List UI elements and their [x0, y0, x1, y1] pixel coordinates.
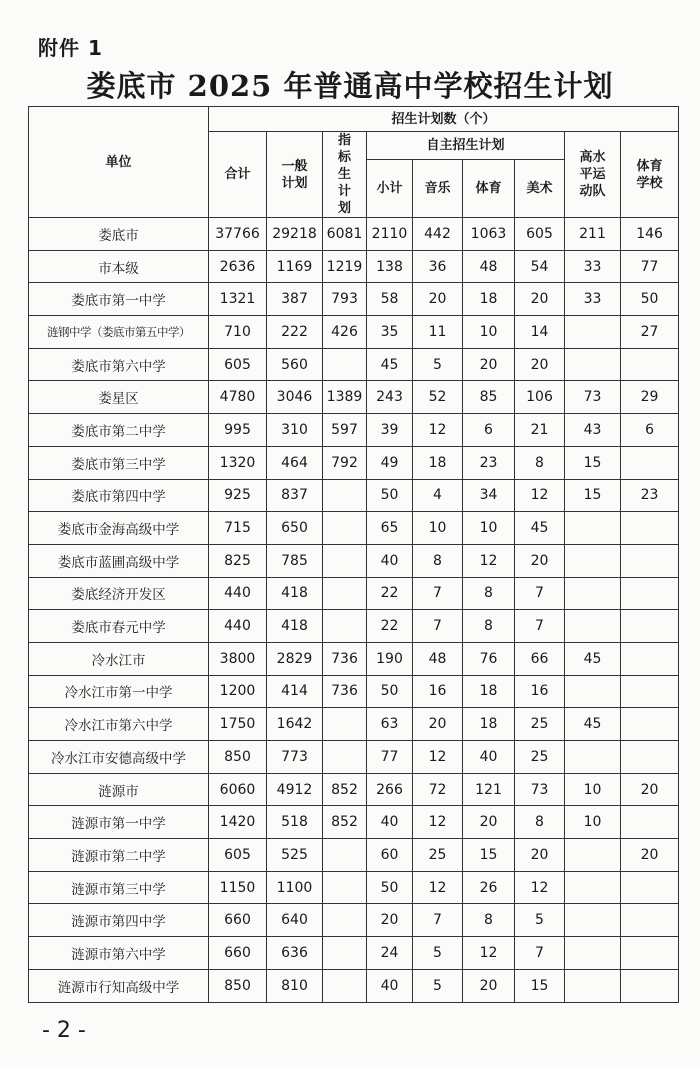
unit-name-cell: 冷水江市安德高级中学 — [29, 741, 209, 774]
cell-sports: 40 — [463, 741, 515, 774]
cell-general: 560 — [267, 348, 323, 381]
unit-name-cell: 娄底市春元中学 — [29, 610, 209, 643]
cell-art: 73 — [515, 773, 565, 806]
cell-school: 23 — [621, 479, 679, 512]
cell-quota: 736 — [323, 642, 367, 675]
cell-total: 995 — [209, 414, 267, 447]
cell-art: 54 — [515, 250, 565, 283]
cell-subtotal: 22 — [367, 610, 413, 643]
unit-name-cell: 涟源市第三中学 — [29, 871, 209, 904]
cell-sports: 18 — [463, 675, 515, 708]
cell-subtotal: 58 — [367, 283, 413, 316]
cell-music: 8 — [413, 544, 463, 577]
cell-total: 850 — [209, 741, 267, 774]
header-independent: 自主招生计划 — [367, 132, 565, 160]
cell-quota — [323, 741, 367, 774]
table-row — [29, 642, 679, 675]
cell-art: 20 — [515, 283, 565, 316]
document-title: 娄底市 2025 年普通高中学校招生计划 — [86, 69, 614, 103]
unit-name-cell: 涟源市行知高级中学 — [29, 969, 209, 1002]
cell-team: 211 — [565, 218, 621, 251]
cell-sports: 34 — [463, 479, 515, 512]
cell-general: 636 — [267, 937, 323, 970]
cell-team: 43 — [565, 414, 621, 447]
cell-music: 7 — [413, 577, 463, 610]
header-total: 合计 — [209, 132, 267, 218]
enrollment-plan-table — [28, 106, 679, 1003]
cell-sports: 76 — [463, 642, 515, 675]
cell-school — [621, 937, 679, 970]
cell-subtotal: 243 — [367, 381, 413, 414]
cell-general: 310 — [267, 414, 323, 447]
cell-team — [565, 512, 621, 545]
cell-quota — [323, 610, 367, 643]
cell-quota — [323, 904, 367, 937]
cell-art: 12 — [515, 479, 565, 512]
cell-music: 12 — [413, 414, 463, 447]
cell-quota: 1389 — [323, 381, 367, 414]
table-row — [29, 479, 679, 512]
unit-name-cell: 娄底市第一中学 — [29, 283, 209, 316]
cell-school — [621, 577, 679, 610]
unit-name-cell: 冷水江市第六中学 — [29, 708, 209, 741]
cell-art: 8 — [515, 806, 565, 839]
cell-school: 6 — [621, 414, 679, 447]
cell-team: 45 — [565, 708, 621, 741]
cell-subtotal: 266 — [367, 773, 413, 806]
cell-general: 1169 — [267, 250, 323, 283]
cell-quota: 852 — [323, 806, 367, 839]
table-row — [29, 316, 679, 349]
table-row — [29, 577, 679, 610]
cell-school — [621, 969, 679, 1002]
unit-name-cell: 涟源市第二中学 — [29, 839, 209, 872]
table-row — [29, 969, 679, 1002]
cell-quota — [323, 969, 367, 1002]
unit-name-cell: 娄星区 — [29, 381, 209, 414]
cell-quota: 736 — [323, 675, 367, 708]
cell-sports: 6 — [463, 414, 515, 447]
cell-school: 29 — [621, 381, 679, 414]
unit-name-cell: 娄底经济开发区 — [29, 577, 209, 610]
cell-art: 7 — [515, 577, 565, 610]
cell-general: 518 — [267, 806, 323, 839]
cell-music: 52 — [413, 381, 463, 414]
cell-school: 27 — [621, 316, 679, 349]
cell-music: 10 — [413, 512, 463, 545]
cell-quota — [323, 544, 367, 577]
cell-quota — [323, 348, 367, 381]
cell-art: 5 — [515, 904, 565, 937]
cell-team — [565, 577, 621, 610]
unit-name-cell: 娄底市金海高级中学 — [29, 512, 209, 545]
cell-sports: 18 — [463, 708, 515, 741]
cell-music: 16 — [413, 675, 463, 708]
cell-total: 37766 — [209, 218, 267, 251]
cell-general: 810 — [267, 969, 323, 1002]
cell-school — [621, 675, 679, 708]
cell-quota: 1219 — [323, 250, 367, 283]
cell-general: 418 — [267, 577, 323, 610]
cell-total: 660 — [209, 904, 267, 937]
cell-art: 7 — [515, 610, 565, 643]
cell-total: 850 — [209, 969, 267, 1002]
cell-quota — [323, 479, 367, 512]
cell-total: 1420 — [209, 806, 267, 839]
cell-art: 25 — [515, 741, 565, 774]
cell-sports: 121 — [463, 773, 515, 806]
attachment-label: 附件 1 — [38, 36, 103, 60]
cell-sports: 20 — [463, 969, 515, 1002]
cell-quota — [323, 871, 367, 904]
table-row — [29, 544, 679, 577]
cell-quota — [323, 708, 367, 741]
table-row — [29, 610, 679, 643]
cell-quota: 426 — [323, 316, 367, 349]
table-row — [29, 446, 679, 479]
cell-school — [621, 741, 679, 774]
cell-school — [621, 348, 679, 381]
cell-total: 925 — [209, 479, 267, 512]
cell-sports: 20 — [463, 806, 515, 839]
cell-subtotal: 20 — [367, 904, 413, 937]
table-row — [29, 381, 679, 414]
unit-name-cell: 涟源市第一中学 — [29, 806, 209, 839]
cell-sports: 12 — [463, 937, 515, 970]
cell-subtotal: 40 — [367, 806, 413, 839]
page-number: - 2 - — [42, 1018, 86, 1043]
cell-team — [565, 839, 621, 872]
cell-quota: 852 — [323, 773, 367, 806]
cell-general: 387 — [267, 283, 323, 316]
header-quota: 指标生计划 — [323, 132, 367, 218]
cell-general: 785 — [267, 544, 323, 577]
cell-general: 650 — [267, 512, 323, 545]
unit-name-cell: 涟源市第四中学 — [29, 904, 209, 937]
cell-subtotal: 40 — [367, 969, 413, 1002]
table-row — [29, 218, 679, 251]
cell-subtotal: 190 — [367, 642, 413, 675]
cell-music: 442 — [413, 218, 463, 251]
unit-name-cell: 娄底市第三中学 — [29, 446, 209, 479]
cell-general: 1642 — [267, 708, 323, 741]
cell-total: 710 — [209, 316, 267, 349]
header-subtotal: 小计 — [367, 160, 413, 218]
cell-art: 605 — [515, 218, 565, 251]
cell-music: 4 — [413, 479, 463, 512]
cell-subtotal: 50 — [367, 675, 413, 708]
cell-art: 20 — [515, 839, 565, 872]
table-row — [29, 250, 679, 283]
cell-music: 48 — [413, 642, 463, 675]
cell-sports: 12 — [463, 544, 515, 577]
cell-general: 837 — [267, 479, 323, 512]
unit-name-cell: 娄底市 — [29, 218, 209, 251]
cell-sports: 18 — [463, 283, 515, 316]
header-sports-school: 体育学校 — [621, 132, 679, 218]
cell-music: 7 — [413, 904, 463, 937]
cell-school — [621, 871, 679, 904]
cell-sports: 85 — [463, 381, 515, 414]
cell-music: 18 — [413, 446, 463, 479]
cell-subtotal: 22 — [367, 577, 413, 610]
cell-school — [621, 446, 679, 479]
cell-team — [565, 348, 621, 381]
cell-total: 660 — [209, 937, 267, 970]
cell-subtotal: 77 — [367, 741, 413, 774]
cell-total: 2636 — [209, 250, 267, 283]
cell-general: 29218 — [267, 218, 323, 251]
cell-music: 12 — [413, 871, 463, 904]
unit-name-cell: 娄底市第六中学 — [29, 348, 209, 381]
cell-school: 20 — [621, 773, 679, 806]
cell-total: 6060 — [209, 773, 267, 806]
cell-school — [621, 904, 679, 937]
cell-art: 15 — [515, 969, 565, 1002]
cell-general: 4912 — [267, 773, 323, 806]
cell-art: 14 — [515, 316, 565, 349]
cell-subtotal: 50 — [367, 871, 413, 904]
cell-music: 25 — [413, 839, 463, 872]
cell-music: 5 — [413, 937, 463, 970]
cell-team — [565, 316, 621, 349]
table-row — [29, 675, 679, 708]
cell-sports: 23 — [463, 446, 515, 479]
table-row — [29, 904, 679, 937]
table-row — [29, 348, 679, 381]
cell-school — [621, 512, 679, 545]
cell-quota — [323, 839, 367, 872]
cell-team: 15 — [565, 446, 621, 479]
cell-total: 825 — [209, 544, 267, 577]
cell-team: 15 — [565, 479, 621, 512]
cell-music: 20 — [413, 283, 463, 316]
cell-general: 525 — [267, 839, 323, 872]
table-row — [29, 937, 679, 970]
cell-subtotal: 60 — [367, 839, 413, 872]
cell-general: 2829 — [267, 642, 323, 675]
cell-team — [565, 741, 621, 774]
cell-quota — [323, 577, 367, 610]
cell-art: 8 — [515, 446, 565, 479]
table-row — [29, 773, 679, 806]
cell-total: 605 — [209, 348, 267, 381]
cell-subtotal: 39 — [367, 414, 413, 447]
cell-general: 1100 — [267, 871, 323, 904]
cell-sports: 10 — [463, 316, 515, 349]
cell-music: 5 — [413, 348, 463, 381]
unit-name-cell: 涟源市第六中学 — [29, 937, 209, 970]
unit-name-cell: 冷水江市 — [29, 642, 209, 675]
cell-general: 464 — [267, 446, 323, 479]
cell-school: 77 — [621, 250, 679, 283]
cell-school: 146 — [621, 218, 679, 251]
unit-name-cell: 涟源市 — [29, 773, 209, 806]
cell-art: 66 — [515, 642, 565, 675]
cell-music: 11 — [413, 316, 463, 349]
cell-art: 45 — [515, 512, 565, 545]
table-row — [29, 283, 679, 316]
unit-name-cell: 市本级 — [29, 250, 209, 283]
cell-music: 5 — [413, 969, 463, 1002]
table-row — [29, 414, 679, 447]
header-unit: 单位 — [29, 107, 209, 218]
cell-total: 1150 — [209, 871, 267, 904]
cell-team — [565, 544, 621, 577]
cell-art: 7 — [515, 937, 565, 970]
cell-sports: 8 — [463, 904, 515, 937]
cell-music: 36 — [413, 250, 463, 283]
cell-subtotal: 35 — [367, 316, 413, 349]
cell-sports: 8 — [463, 577, 515, 610]
cell-quota — [323, 937, 367, 970]
unit-name-cell: 娄底市蓝圃高级中学 — [29, 544, 209, 577]
cell-art: 12 — [515, 871, 565, 904]
cell-school — [621, 642, 679, 675]
cell-team: 10 — [565, 773, 621, 806]
cell-total: 3800 — [209, 642, 267, 675]
cell-music: 7 — [413, 610, 463, 643]
cell-general: 3046 — [267, 381, 323, 414]
cell-general: 414 — [267, 675, 323, 708]
unit-name-cell: 涟钢中学（娄底市第五中学） — [29, 316, 209, 349]
cell-sports: 1063 — [463, 218, 515, 251]
cell-general: 640 — [267, 904, 323, 937]
cell-art: 25 — [515, 708, 565, 741]
cell-total: 440 — [209, 577, 267, 610]
cell-team: 10 — [565, 806, 621, 839]
cell-subtotal: 50 — [367, 479, 413, 512]
cell-team — [565, 937, 621, 970]
cell-sports: 26 — [463, 871, 515, 904]
header-general: 一般计划 — [267, 132, 323, 218]
cell-subtotal: 24 — [367, 937, 413, 970]
header-art: 美术 — [515, 160, 565, 218]
cell-school — [621, 708, 679, 741]
cell-total: 605 — [209, 839, 267, 872]
cell-sports: 15 — [463, 839, 515, 872]
table-row — [29, 839, 679, 872]
cell-art: 20 — [515, 348, 565, 381]
cell-team: 45 — [565, 642, 621, 675]
cell-total: 1321 — [209, 283, 267, 316]
cell-team — [565, 969, 621, 1002]
table-row — [29, 741, 679, 774]
cell-quota — [323, 512, 367, 545]
cell-team: 33 — [565, 250, 621, 283]
table-row — [29, 512, 679, 545]
header-athletic-team: 高水平运动队 — [565, 132, 621, 218]
table-row — [29, 806, 679, 839]
cell-team: 33 — [565, 283, 621, 316]
cell-quota: 597 — [323, 414, 367, 447]
cell-art: 106 — [515, 381, 565, 414]
cell-quota: 792 — [323, 446, 367, 479]
cell-team — [565, 904, 621, 937]
cell-sports: 20 — [463, 348, 515, 381]
cell-subtotal: 63 — [367, 708, 413, 741]
cell-total: 440 — [209, 610, 267, 643]
cell-total: 4780 — [209, 381, 267, 414]
cell-subtotal: 65 — [367, 512, 413, 545]
unit-name-cell: 冷水江市第一中学 — [29, 675, 209, 708]
cell-school: 50 — [621, 283, 679, 316]
cell-team — [565, 610, 621, 643]
cell-team: 73 — [565, 381, 621, 414]
cell-sports: 8 — [463, 610, 515, 643]
table-row — [29, 708, 679, 741]
cell-art: 16 — [515, 675, 565, 708]
cell-music: 72 — [413, 773, 463, 806]
header-plan-count: 招生计划数（个） — [209, 107, 679, 132]
cell-art: 21 — [515, 414, 565, 447]
cell-team — [565, 675, 621, 708]
table-row — [29, 871, 679, 904]
cell-subtotal: 49 — [367, 446, 413, 479]
cell-subtotal: 40 — [367, 544, 413, 577]
cell-music: 12 — [413, 741, 463, 774]
cell-team — [565, 871, 621, 904]
cell-school — [621, 806, 679, 839]
cell-total: 715 — [209, 512, 267, 545]
cell-total: 1200 — [209, 675, 267, 708]
header-music: 音乐 — [413, 160, 463, 218]
cell-school: 20 — [621, 839, 679, 872]
cell-total: 1320 — [209, 446, 267, 479]
header-sports: 体育 — [463, 160, 515, 218]
cell-general: 222 — [267, 316, 323, 349]
unit-name-cell: 娄底市第二中学 — [29, 414, 209, 447]
cell-general: 773 — [267, 741, 323, 774]
cell-subtotal: 2110 — [367, 218, 413, 251]
cell-school — [621, 544, 679, 577]
cell-quota: 6081 — [323, 218, 367, 251]
cell-subtotal: 45 — [367, 348, 413, 381]
cell-subtotal: 138 — [367, 250, 413, 283]
cell-total: 1750 — [209, 708, 267, 741]
cell-school — [621, 610, 679, 643]
unit-name-cell: 娄底市第四中学 — [29, 479, 209, 512]
cell-sports: 48 — [463, 250, 515, 283]
cell-music: 20 — [413, 708, 463, 741]
cell-art: 20 — [515, 544, 565, 577]
cell-music: 12 — [413, 806, 463, 839]
cell-quota: 793 — [323, 283, 367, 316]
cell-sports: 10 — [463, 512, 515, 545]
cell-general: 418 — [267, 610, 323, 643]
